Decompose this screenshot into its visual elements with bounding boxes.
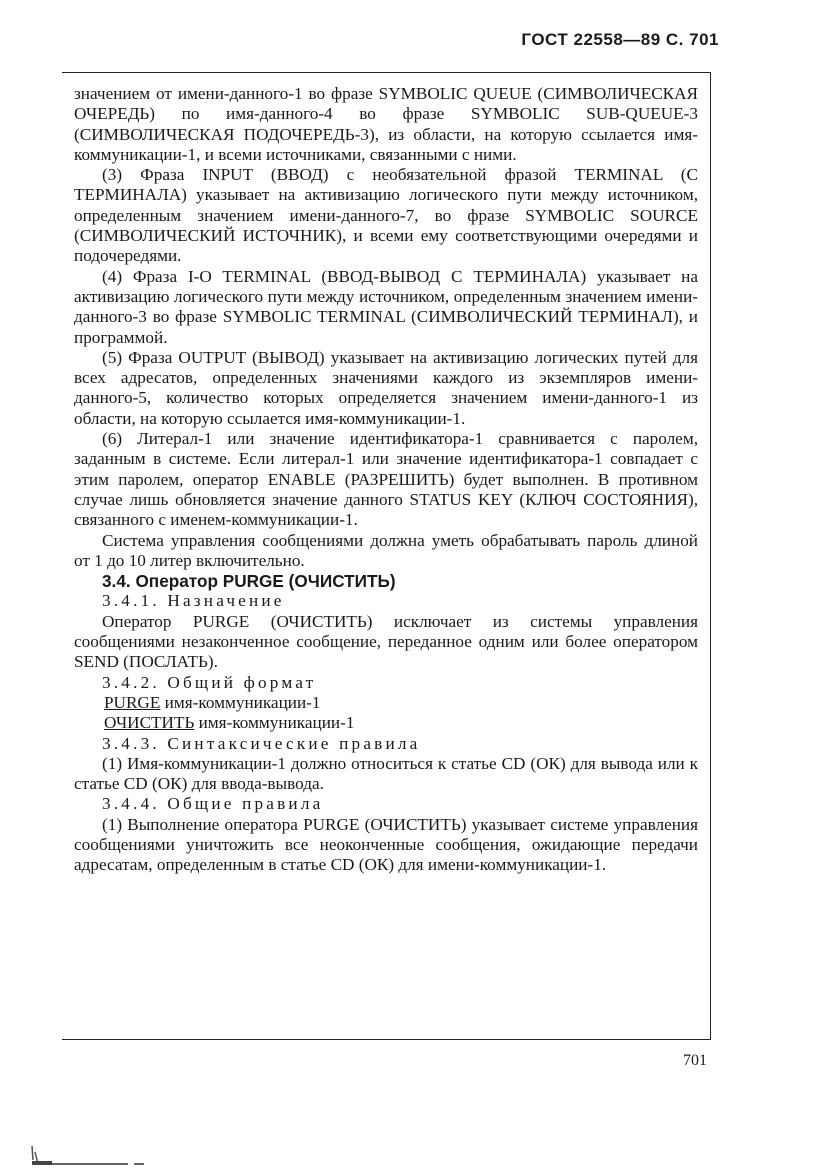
general-heading: 3.4.4. Общие правила [102,794,324,814]
page-content [74,84,698,876]
paragraph-continuation: значением от имени-данного-1 во фразе SYMBOLIC QUEUE (СИМВОЛИЧЕСКАЯ ОЧЕРЕДЬ) по имя-данного-4 во фразе SYMBOLIC SUB-QUEUE-3 (СИМВОЛИЧЕСКАЯ ПОДОЧЕРЕДЬ-3), из области, на которую ссылается имя-коммуникации-1, и всеми источниками, связанными с ними. [74,84,698,164]
scan-mark-icon [30,1140,145,1166]
format-keyword-purge: PURGE [104,692,161,712]
syntax-heading: 3.4.3. Синтаксические правила [102,733,421,753]
syntax-rule-1: (1) Имя-коммуникации-1 должно относиться к статье CD (ОК) для вывода или к статье CD (ОК) для ввода-вывода. [74,753,698,794]
paragraph-rule-3: (3) Фраза INPUT (ВВОД) с необязательной фразой TERMINAL (С ТЕРМИНАЛА) указывает на активизацию логического пути между источником, определенным значением имени-данного-7, во фразе SYMBOLIC SOURCE (СИМВОЛИЧЕСКИЙ ИСТОЧНИК), и всеми ему соответствующими очередями и подочередями. [74,165,698,266]
format-heading: 3.4.2. Общий формат [102,672,317,692]
purpose-heading: 3.4.1. Назначение [102,591,285,611]
format-keyword-ochistit: ОЧИСТИТЬ [104,713,195,733]
format-operand-2: имя-коммуникации-1 [194,713,355,733]
purpose-text: Оператор PURGE (ОЧИСТИТЬ) исключает из системы управления сообщениями незаконченное сообщение, переданное одним или более оператором SEND (ПОСЛАТЬ). [74,611,698,672]
paragraph-rule-5: (5) Фраза OUTPUT (ВЫВОД) указывает на активизацию логических путей для всех адресатов, определенных значениями каждого из экземпляров имени-данного-5, количество которых определяется значением имени-данного-1 из области, на которую ссылается имя-коммуникации-1. [74,347,698,428]
format-line-purge [74,693,698,713]
page-number: 701 [683,1052,707,1069]
section-title: 3.4. Оператор PURGE (ОЧИСТИТЬ) [102,571,396,592]
page-header: ГОСТ 22558—89 С. 701 [521,30,719,49]
paragraph-rule-6: (6) Литерал-1 или значение идентификатора-1 сравнивается с паролем, заданным в системе. Если литерал-1 или значение идентификатора-1 совпадает с этим паролем, оператор ENABLE (РАЗРЕШИТЬ) будет выполнен. В противном случае лишь обновляется значение данного STATUS KEY (КЛЮЧ СОСТОЯНИЯ), связанного с именем-коммуникации-1. [74,429,698,530]
paragraph-password-note: Система управления сообщениями должна уметь обрабатывать пароль длиной от 1 до 10 литер включительно. [74,530,698,570]
format-line-ochistit [74,713,698,733]
general-rule-1: (1) Выполнение оператора PURGE (ОЧИСТИТЬ) указывает системе управления сообщениями уничтожить все неоконченные сообщения, ожидающие передачи адресатам, определенным в статье CD (ОК) для имени-коммуникации-1. [74,814,698,875]
paragraph-rule-4: (4) Фраза I-O TERMINAL (ВВОД-ВЫВОД С ТЕРМИНАЛА) указывает на активизацию логического пути между источником, определенным значением имени-данного-3 во фразе SYMBOLIC TERMINAL (СИМВОЛИЧЕСКИЙ ТЕРМИНАЛ), и программой. [74,266,698,347]
format-operand-1: имя-коммуникации-1 [160,692,321,712]
